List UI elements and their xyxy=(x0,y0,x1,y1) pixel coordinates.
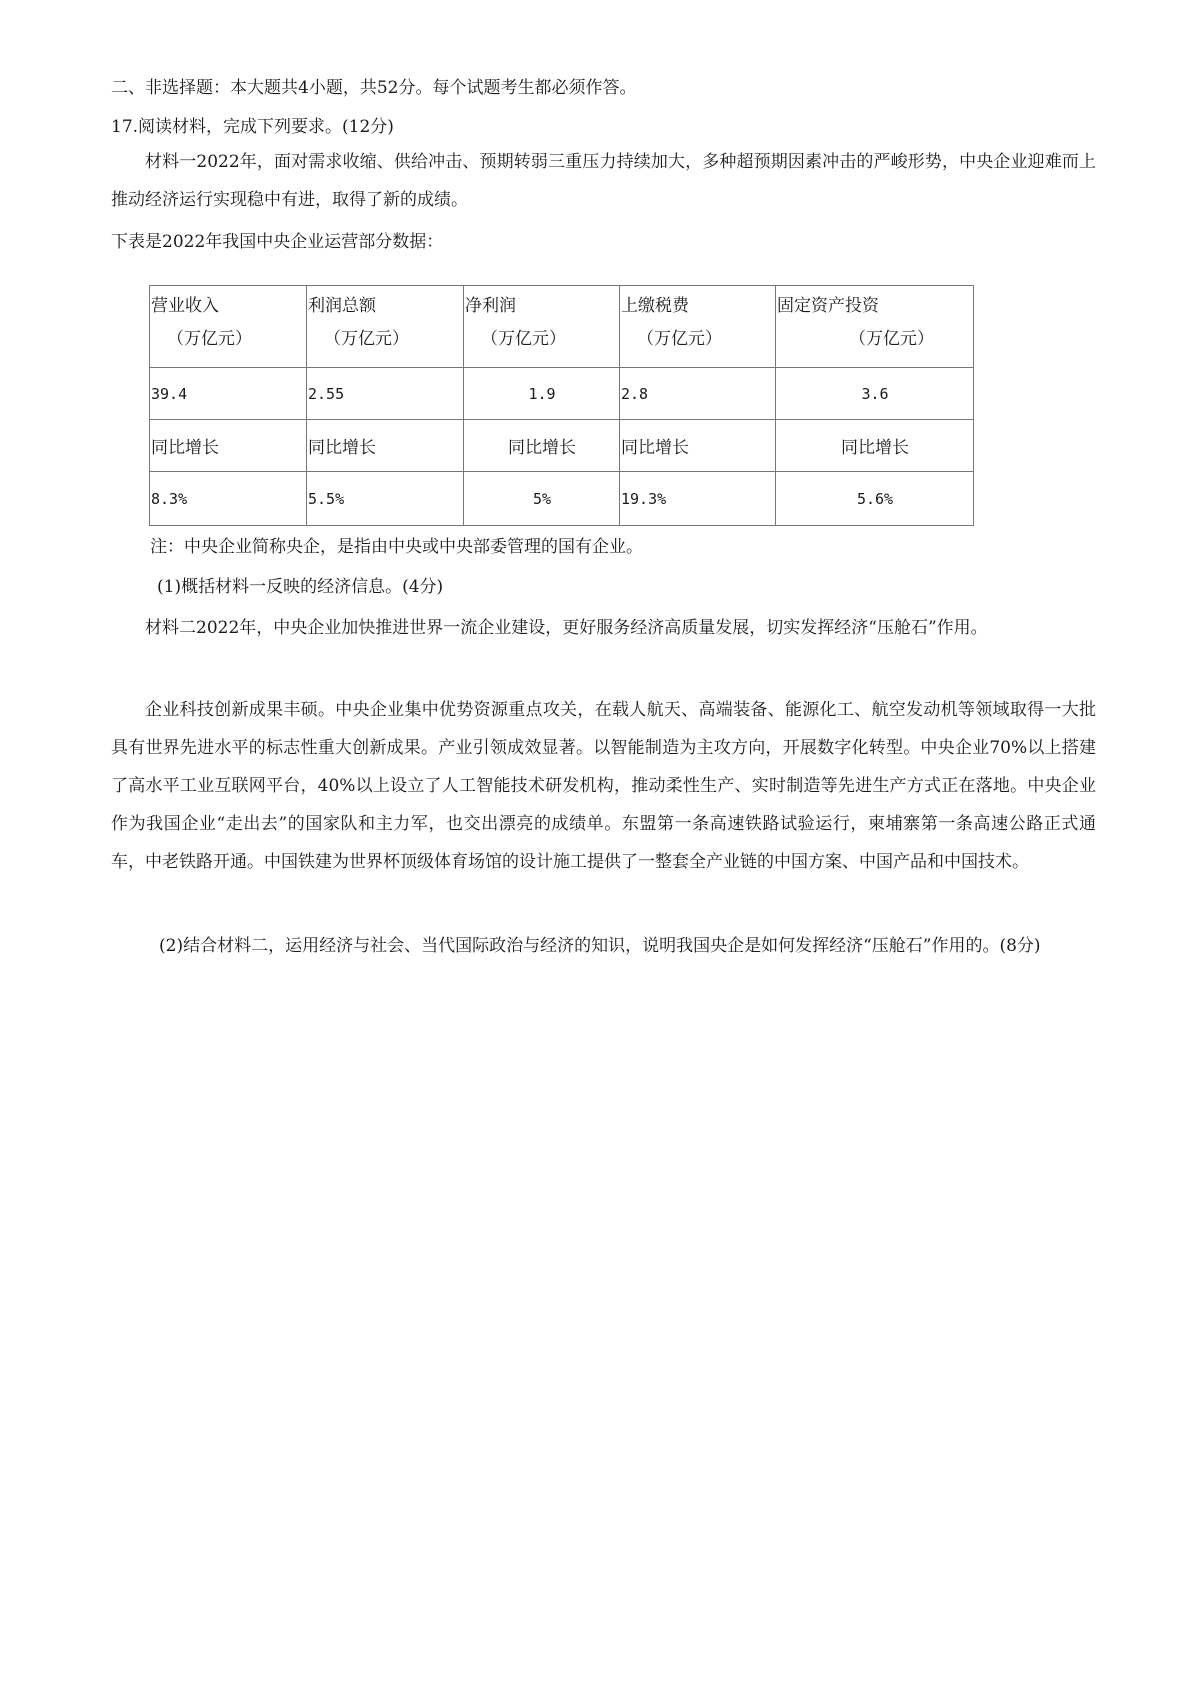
value-cell: 1.9 xyxy=(464,368,620,420)
growth-cell: 5.6% xyxy=(776,472,974,526)
growth-label-cell: 同比增长 xyxy=(307,420,464,472)
section-heading: 二、非选择题：本大题共4小题，共52分。每个试题考生都必须作答。 xyxy=(111,78,637,98)
header-title: 营业收入 xyxy=(151,296,219,316)
growth-cell: 19.3% xyxy=(620,472,776,526)
growth-label-cell: 同比增长 xyxy=(776,420,974,472)
enterprise-data-table xyxy=(149,285,974,526)
table-header-row xyxy=(150,286,974,368)
growth-label-cell: 同比增长 xyxy=(620,420,776,472)
sub-question-1: (1)概括材料一反映的经济信息。(4分) xyxy=(157,577,444,597)
growth-label-cell: 同比增长 xyxy=(150,420,307,472)
header-cell-taxes xyxy=(620,286,776,368)
header-unit: （万亿元） xyxy=(481,329,566,349)
table-growth-label-row xyxy=(150,420,974,472)
growth-cell: 5% xyxy=(464,472,620,526)
sub-question-2: (2)结合材料二，运用经济与社会、当代国际政治与经济的知识，说明我国央企是如何发挥经济“压舱石”作用的。(8分) xyxy=(159,936,1041,956)
header-unit: （万亿元） xyxy=(324,329,409,349)
header-unit: （万亿元） xyxy=(849,329,934,349)
table-intro: 下表是2022年我国中央企业运营部分数据： xyxy=(111,232,444,252)
header-cell-revenue xyxy=(150,286,307,368)
material-two-body: 企业科技创新成果丰硕。中央企业集中优势资源重点攻关，在载人航天、高端装备、能源化工、航空发动机等领域取得一大批具有世界先进水平的标志性重大创新成果。产业引领成效显著。以智能制造为主攻方向，开展数字化转型。中央企业70%以上搭建了高水平工业互联网平台，40%以上设立了人工智能技术研发机构，推动柔性生产、实时制造等先进生产方式正在落地。中央企业作为我国企业“走出去”的国家队和主力军，也交出漂亮的成绩单。东盟第一条高速铁路试验运行，柬埔寨第一条高速公路正式通车，中老铁路开通。中国铁建为世界杯顶级体育场馆的设计施工提供了一整套全产业链的中国方案、中国产品和中国技术。 xyxy=(111,700,1096,872)
value-cell: 3.6 xyxy=(776,368,974,420)
header-cell-net-profit xyxy=(464,286,620,368)
material-two-intro: 材料二2022年，中央企业加快推进世界一流企业建设，更好服务经济高质量发展，切实发挥经济“压舱石”作用。 xyxy=(145,618,988,638)
growth-cell: 8.3% xyxy=(150,472,307,526)
table-growth-row xyxy=(150,472,974,526)
header-unit: （万亿元） xyxy=(167,329,252,349)
table-note: 注：中央企业简称央企，是指由中央或中央部委管理的国有企业。 xyxy=(150,537,643,557)
header-title: 利润总额 xyxy=(308,296,376,316)
table-values-row xyxy=(150,368,974,420)
question-title: 17.阅读材料，完成下列要求。(12分) xyxy=(111,117,394,137)
value-cell: 2.8 xyxy=(620,368,776,420)
header-unit: （万亿元） xyxy=(637,329,722,349)
value-cell: 2.55 xyxy=(307,368,464,420)
material-one-text: 材料一2022年，面对需求收缩、供给冲击、预期转弱三重压力持续加大，多种超预期因素冲击的严峻形势，中央企业迎难而上推动经济运行实现稳中有进，取得了新的成绩。 xyxy=(111,152,1096,210)
header-title: 上缴税费 xyxy=(621,296,689,316)
header-title: 固定资产投资 xyxy=(777,296,879,316)
header-cell-total-profit xyxy=(307,286,464,368)
growth-cell: 5.5% xyxy=(307,472,464,526)
header-title: 净利润 xyxy=(465,296,516,316)
value-cell: 39.4 xyxy=(150,368,307,420)
growth-label-cell: 同比增长 xyxy=(464,420,620,472)
header-cell-fixed-investment xyxy=(776,286,974,368)
